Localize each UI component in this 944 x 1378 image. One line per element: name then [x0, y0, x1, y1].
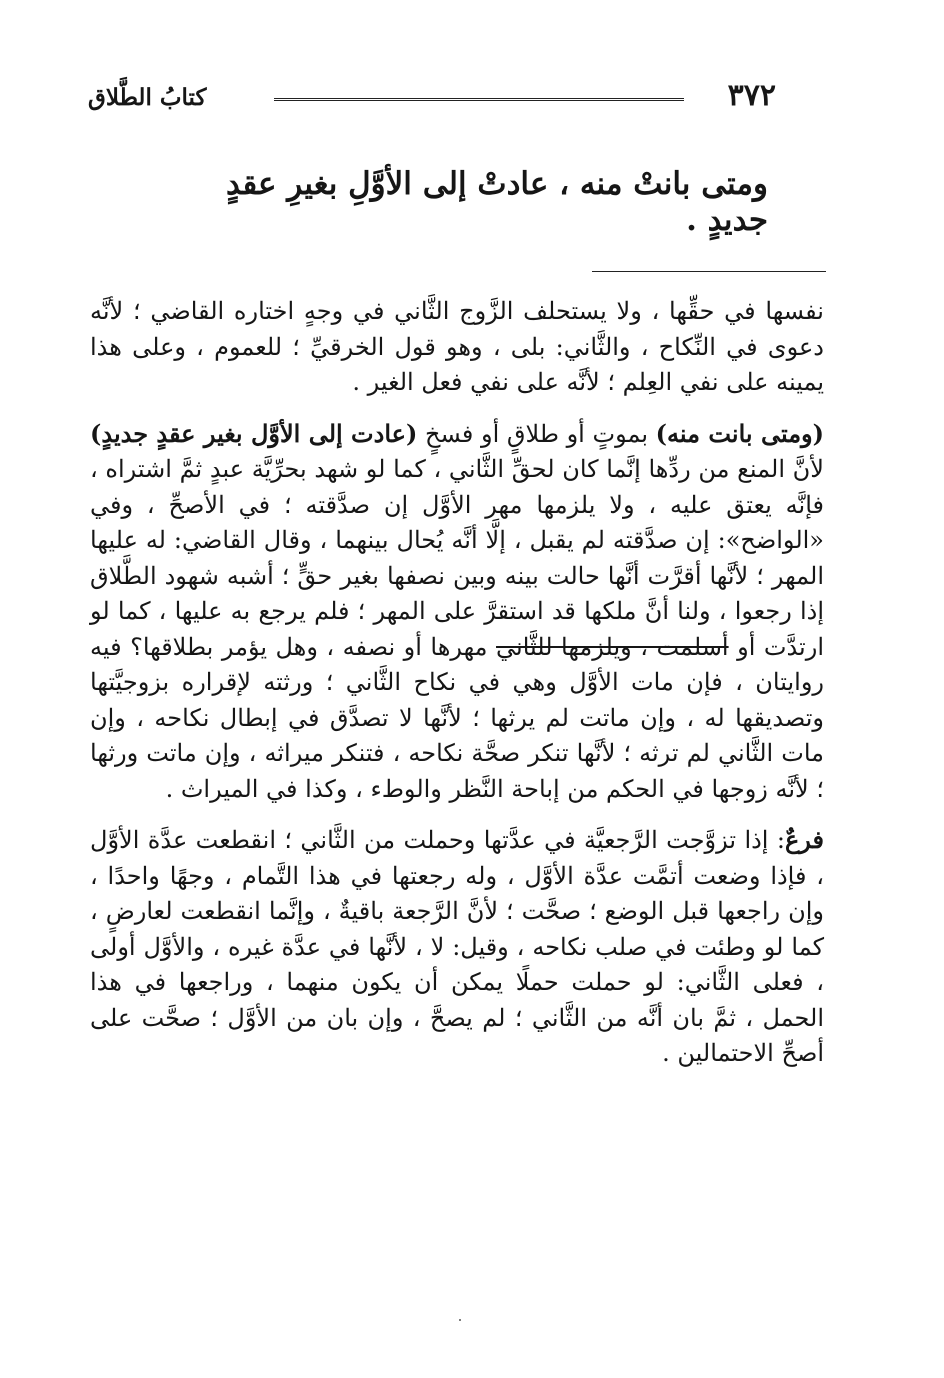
commentary-paragraph-3: [90, 822, 824, 1072]
commentary-text: بموتٍ أو طلاقٍ أو فسخٍ: [417, 419, 656, 448]
quoted-matn: (ومتى بانت منه): [655, 418, 824, 448]
commentary-text: مهرها أو نصفه ، وهل يؤمر بطلاقها؟ فيه روايتان ، فإن مات الأوَّل وهي في نكاح الثَّاني ؛ ورثته لإقراره بزوجيَّتها وتصديقها له ، وإن ماتت لم يرثها ؛ لأنَّها لا تصدَّق في إبطال نكاحه ، وإن مات الثَّاني لم ترثه ؛ لأنَّها تنكر صحَّة نكاحه ، فتنكر ميراثه ، وإن ماتت ورثها ؛ لأنَّه زوجها في الحكم من إباحة النَّظر والوطء ، وكذا في الميراث .: [90, 632, 824, 803]
running-header: [88, 78, 776, 118]
commentary-paragraph-1: نفسها في حقِّها ، ولا يستحلف الزَّوج الثَّاني في وجهٍ اختاره القاضي ؛ لأنَّه دعوى في النِّكاح ، والثَّاني: بلى ، وهو قول الخرقيِّ ؛ للعموم ، وعلى هذا يمينه على نفي العِلم ؛ لأنَّه على نفي فعل الغير .: [90, 297, 824, 396]
commentary-body: [90, 294, 824, 1087]
header-rule: [274, 98, 684, 101]
far-label: فرعٌ: [784, 825, 824, 854]
matn-text: ومتى بانتْ منه ، عادتْ إلى الأوَّلِ بغيرِ عقدٍ جديدٍ .: [226, 166, 768, 238]
commentary-separator: [592, 271, 826, 272]
book-title: كتابُ الطَّلاق: [88, 84, 207, 111]
struck-text: أسلمت ، ويلزمها للثَّاني: [496, 632, 729, 661]
commentary-paragraph-2: [90, 416, 824, 808]
quoted-matn: (عادت إلى الأوَّل بغير عقدٍ جديدٍ): [90, 418, 418, 448]
scan-speck: [459, 1319, 461, 1321]
page-number: ٣٧٢: [727, 78, 776, 113]
commentary-text: : إذا تزوَّجت الرَّجعيَّة في عدَّتها وحملت من الثَّاني ؛ انقطعت عدَّة الأوَّل ، فإذا وضعت أتمَّت عدَّة الأوَّل ، وله رجعتها في هذا التَّمام ، وجهًا واحدًا ، وإن راجعها قبل الوضع ؛ صحَّت ؛ لأنَّ الرَّجعة باقيةٌ ، وإنَّما انقطعت لعارضٍ ، كما لو وطئت في صلب نكاحه ، وقيل: لا ، لأنَّها في عدَّة غيره ، والأوَّل أولى ، فعلى الثَّاني: لو حملت حملًا يمكن أن يكون منهما ، وراجعها في هذا الحمل ، ثمَّ بان أنَّه من الثَّاني ؛ لم يصحَّ ، وإن بان من الأوَّل ؛ صحَّت على أصحِّ الاحتمالين .: [90, 826, 824, 1067]
commentary-text: لأنَّ المنع من ردِّها إنَّما كان لحقِّ الثَّاني ، كما لو شهد بحرِّيَّة عبدٍ ثمَّ اشتراه ، فإنَّه يعتق عليه ، ولا يلزمها مهر الأوَّل إن صدَّقته ؛ في الأصحِّ ، وفي «الواضح»: إن صدَّقته لم يقبل ، إلَّا أنَّه يُحال بينهما ، وقال القاضي: له عليها المهر ؛ لأنَّها أقرَّت أنَّها حالت بينه وبين نصفها بغير حقٍّ ؛ أشبه شهود الطَّلاق إذا رجعوا ، ولنا أنَّ ملكها قد استقرَّ على المهر ؛ فلم يرجع به عليها ، كما لو ارتدَّت أو: [90, 455, 824, 661]
